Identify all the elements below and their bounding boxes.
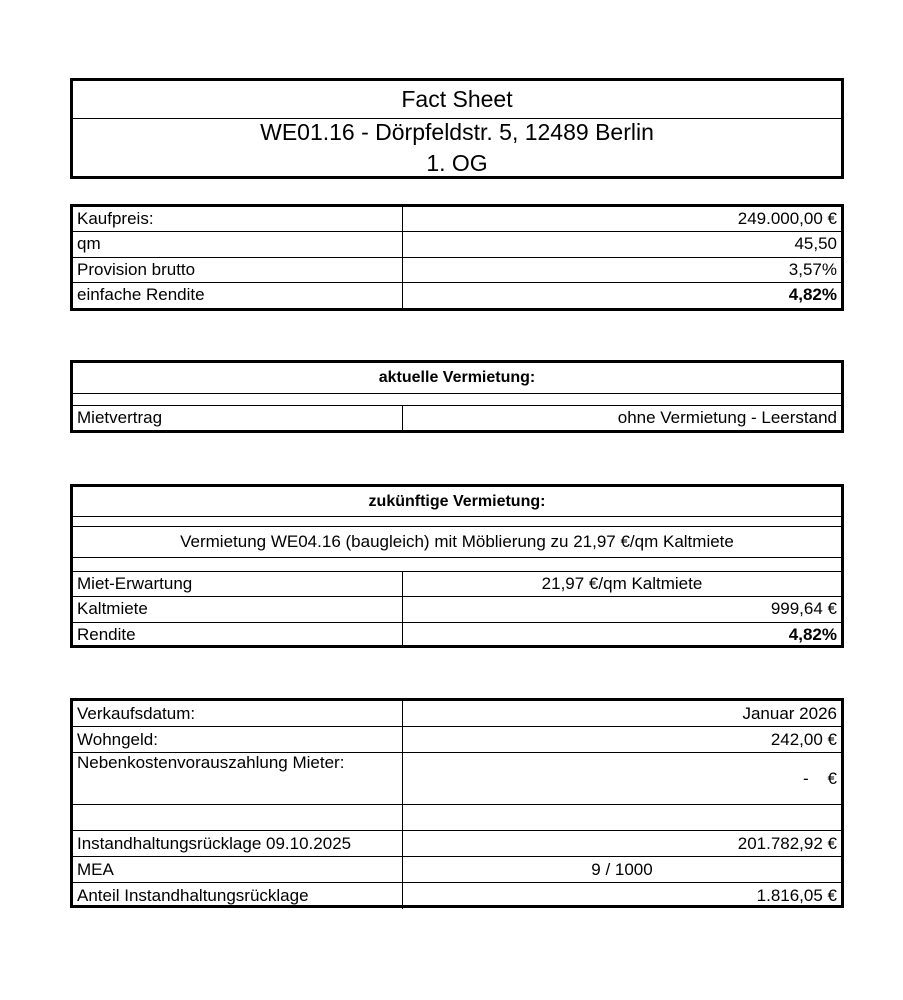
empty-row <box>73 558 841 572</box>
table-row <box>73 623 841 648</box>
expected-rent-label: Miet-Erwartung <box>73 572 403 596</box>
table-row <box>73 283 841 308</box>
commission-label: Provision brutto <box>73 258 403 282</box>
maintenance-reserve-value: 201.782,92 € <box>737 833 837 853</box>
housing-fee-label: Wohngeld: <box>73 727 403 752</box>
reserve-share-label: Anteil Instandhaltungsrücklage <box>73 883 403 909</box>
purchase-price-value: 249.000,00 € <box>737 209 837 229</box>
mea-value: 9 / 1000 <box>591 859 653 879</box>
table-row <box>73 701 841 727</box>
simple-yield-label: einfache Rendite <box>73 283 403 308</box>
yield-label: Rendite <box>73 623 403 648</box>
current-rental-table <box>70 360 844 433</box>
contract-label: Mietvertrag <box>73 406 403 430</box>
table-row <box>73 753 841 805</box>
sale-date-label: Verkaufsdatum: <box>73 701 403 726</box>
table-row <box>73 857 841 883</box>
reserve-share-value: 1.816,05 € <box>756 886 837 905</box>
maintenance-reserve-label: Instandhaltungsrücklage 09.10.2025 <box>73 831 403 856</box>
cold-rent-label: Kaltmiete <box>73 597 403 621</box>
table-row <box>73 232 841 257</box>
future-rental-table <box>70 484 844 648</box>
future-rental-heading: zukünftige Vermietung: <box>73 487 841 517</box>
cold-rent-value: 999,64 € <box>770 599 837 619</box>
table-row <box>73 597 841 622</box>
page-title: Fact Sheet <box>73 81 841 119</box>
empty-row <box>73 805 841 831</box>
property-floor: 1. OG <box>426 150 488 176</box>
ancillary-costs-value: - € <box>802 768 837 788</box>
table-row <box>73 258 841 283</box>
purchase-price-label: Kaufpreis: <box>73 207 403 231</box>
property-address: WE01.16 - Dörpfeldstr. 5, 12489 Berlin <box>260 119 654 145</box>
empty-row <box>73 517 841 527</box>
table-row <box>73 883 841 909</box>
expected-rent-value: 21,97 €/qm Kaltmiete <box>541 574 703 594</box>
simple-yield-value: 4,82% <box>788 285 837 305</box>
fact-sheet-header <box>70 78 844 179</box>
current-rental-heading: aktuelle Vermietung: <box>73 363 841 394</box>
commission-value: 3,57% <box>788 259 837 279</box>
details-table <box>70 698 844 908</box>
table-row <box>73 406 841 430</box>
area-value: 45,50 <box>794 234 837 254</box>
mea-label: MEA <box>73 857 403 882</box>
area-label: qm <box>73 232 403 256</box>
table-row <box>73 727 841 753</box>
property-info <box>73 119 841 177</box>
table-row <box>73 831 841 857</box>
table-row <box>73 207 841 232</box>
sale-date-value: Januar 2026 <box>742 703 837 723</box>
purchase-table <box>70 204 844 311</box>
table-row <box>73 572 841 597</box>
yield-value: 4,82% <box>788 625 837 645</box>
future-rental-description: Vermietung WE04.16 (baugleich) mit Möblierung zu 21,97 €/qm Kaltmiete <box>73 527 841 558</box>
contract-value: ohne Vermietung - Leerstand <box>617 408 837 427</box>
empty-row <box>73 394 841 406</box>
housing-fee-value: 242,00 € <box>770 729 837 749</box>
ancillary-costs-label: Nebenkostenvorauszahlung Mieter: <box>73 753 403 804</box>
